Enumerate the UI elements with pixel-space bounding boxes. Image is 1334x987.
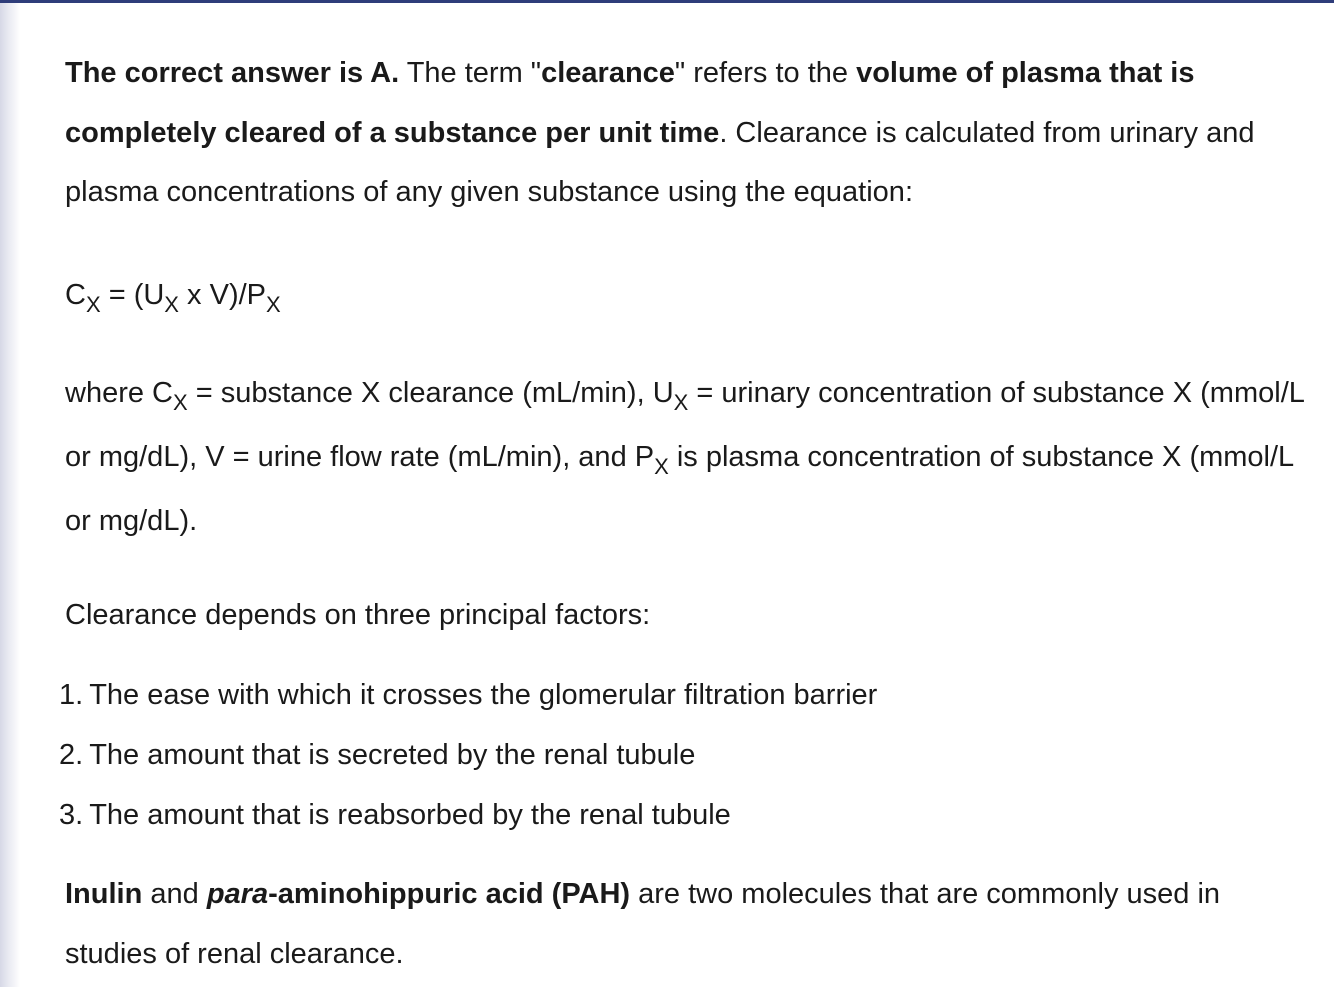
closing-paragraph: Inulin and para-aminohippuric acid (PAH) are two molecules that are commonly used in studies of renal clearance.	[65, 878, 1221, 970]
formula-definitions: where $C_X$ = substance X clearance (mL/min), $U_X$ = urinary concentration of substance X (mmol/L or mg/dL), V = urine flow rate (mL/min), and $P_X$ is plasma concentration of substance X (mmol/L or mg/dL).	[65, 377, 1304, 537]
list-item: 2. The amount that is secreted by the renal tubule	[59, 739, 696, 771]
top-border	[0, 0, 1334, 3]
answer-statement: The correct answer is A.	[65, 57, 400, 89]
term-clearance: clearance	[541, 57, 675, 89]
clearance-formula: $C_X = (U_X$ x $V)/P_X$	[65, 279, 281, 317]
term-para: para	[206, 878, 269, 910]
left-gutter	[0, 3, 20, 987]
explanation-intro	[65, 44, 1315, 223]
answer-paragraph: The correct answer is A. The term "clearance" refers to the volume of plasma that is completely cleared of a substance per unit time. Clearance is calculated from urinary and plasma concentrations of any given substance using the equation:	[65, 57, 1255, 208]
list-item: 1. The ease with which it crosses the glomerular filtration barrier	[59, 679, 878, 711]
term-pah: -aminohippuric acid (PAH)	[268, 878, 631, 910]
list-item: 3. The amount that is reabsorbed by the renal tubule	[59, 799, 731, 831]
factors-list	[59, 670, 877, 850]
clearance-definition: volume of plasma that is completely cleared of a substance per unit time	[65, 57, 1195, 149]
factors-intro: Clearance depends on three principal factors:	[65, 599, 651, 631]
term-inulin: Inulin	[65, 878, 143, 910]
